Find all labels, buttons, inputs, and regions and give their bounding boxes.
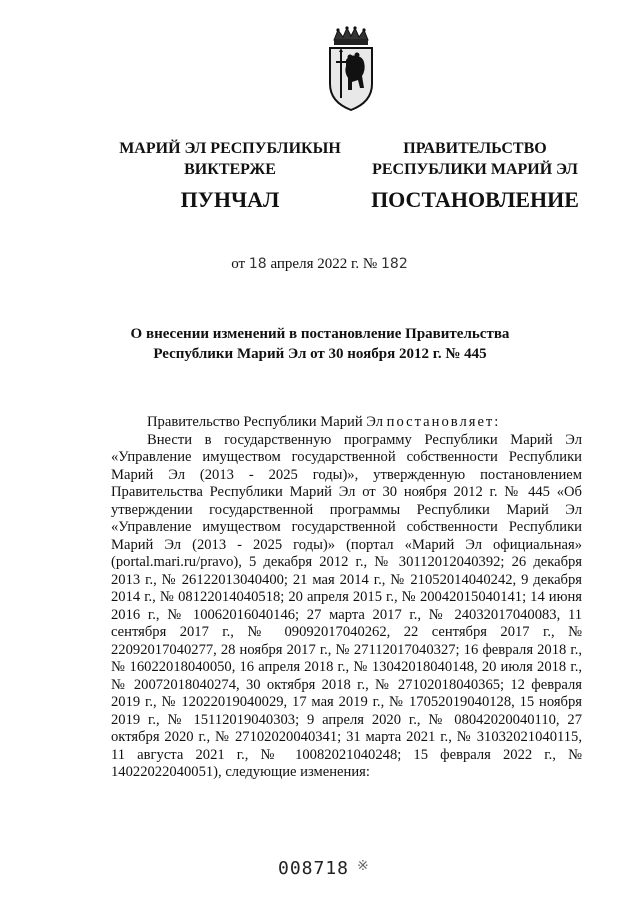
- intro-line: [111, 414, 582, 432]
- header-left-line1: МАРИЙ ЭЛ РЕСПУБЛИКЫН: [119, 140, 341, 157]
- header-right-line2: РЕСПУБЛИКИ МАРИЙ ЭЛ: [372, 161, 578, 178]
- date-day: 18: [248, 256, 267, 272]
- intro-verb: постановляет:: [386, 414, 501, 430]
- document-title: [80, 324, 560, 364]
- serial-mark: ※: [357, 859, 369, 874]
- intro-subject: Правительство Республики Марий Эл: [147, 414, 384, 430]
- header-left: [100, 138, 360, 214]
- decree-number: 182: [381, 256, 408, 272]
- main-paragraph: Внести в государственную программу Республики Марий Эл «Управление имуществом государственной собственности Республики Марий Эл (2013 - 2025 годы)», утвержденную постановлением Правительства Республики Марий Эл от 30 ноября 2012 г. № 445 «Об утверждении государственной программы Республики Марий Эл «Управление имуществом государственной собственности Республики Марий Эл (2013 - 2025 годы)» (портал «Марий Эл официальная» (portal.mari.ru/pravo), 5 декабря 2012 г., № 30112012040392; 26 декабря 2013 г., № 26122013040400; 21 мая 2014 г., № 21052014040242, 9 декабря 2014 г., № 08122014040518; 20 апреля 2015 г., № 20042015040141; 14 июня 2016 г., № 10062016040146; 27 марта 2017 г., № 24032017040083, 11 сентября 2017 г., № 09092017040262, 22 сентября 2017 г., № 22092017040277, 28 ноября 2017 г., № 27112017040327; 16 февраля 2018 г., № 16022018040050, 16 апреля 2018 г., № 13042018040148, 20 июля 2018 г., № 20072018040274, 30 октября 2018 г., № 27102018040365; 12 февраля 2019 г., № 12022019040029, 17 мая 2019 г., № 17052019040128, 15 ноября 2019 г., № 15112019040303; 9 апреля 2020 г., № 08042020040110, 27 октября 2020 г., № 27102020040341; 31 марта 2021 г., № 31032021040115, 11 августа 2021 г., № 10082021040248; 15 февраля 2022 г., № 14022022040051), следующие изменения:: [111, 431, 582, 780]
- title-line1: О внесении изменений в постановление Правительства: [130, 326, 510, 342]
- coat-of-arms-emblem: [326, 26, 376, 112]
- header-right-title: ПОСТАНОВЛЕНИЕ: [371, 187, 579, 212]
- decree-date: [0, 256, 639, 273]
- date-month-year: апреля 2022 г. №: [270, 256, 378, 272]
- title-line2: Республики Марий Эл от 30 ноября 2012 г. № 445: [153, 346, 487, 362]
- header-right: [355, 138, 595, 214]
- serial-number: 008718: [278, 858, 350, 879]
- header-left-title: ПУНЧАЛ: [180, 187, 280, 212]
- header-right-line1: ПРАВИТЕЛЬСТВО: [403, 140, 547, 157]
- date-prefix: от: [231, 256, 246, 272]
- document-body: [111, 414, 582, 782]
- header-left-line2: ВИКТЕРЖЕ: [184, 161, 276, 178]
